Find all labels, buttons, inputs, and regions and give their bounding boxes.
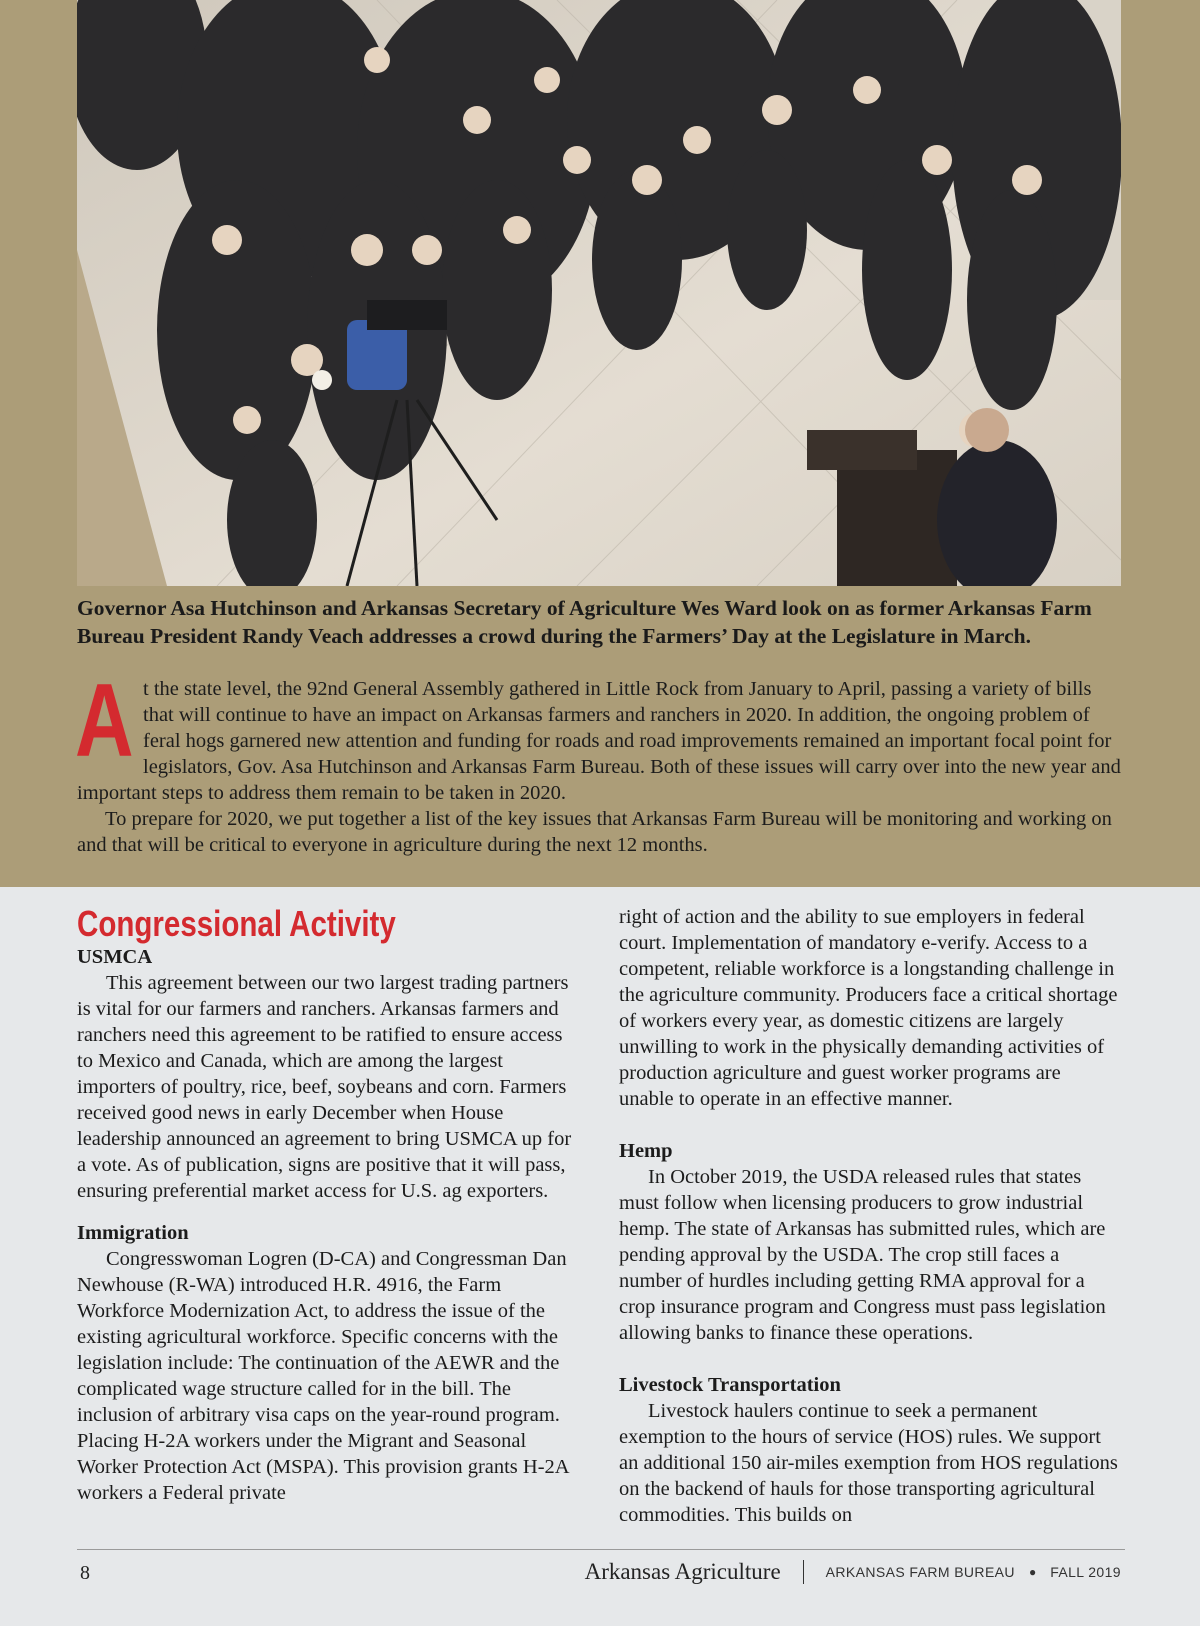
bullet-icon: ●: [1028, 1564, 1037, 1579]
intro-text: [75, 663, 1122, 858]
livestock-heading: Livestock Transportation: [619, 1374, 841, 1396]
immigration-continued: right of action and the ability to sue employers in federal court. Implementation of mandatory e-verify. Access to a competent, reliable workforce is a longstanding challenge in the agriculture community. Producers face a critical shortage of workers every year, as domestic citizens are largely unwilling to work in the physically demanding activities of production agriculture and guest worker programs are unable to operate in an effective manner.: [619, 906, 1118, 1110]
photo-caption: Governor Asa Hutchinson and Arkansas Secretary of Agriculture Wes Ward look on as former Arkansas Farm Bureau President Randy Veach addresses a crowd during the Farmers’ Day at the Legislature in March.: [77, 596, 1092, 648]
section-title: Congressional Activity: [77, 903, 396, 944]
page-number: 8: [80, 1562, 90, 1584]
hemp-heading: Hemp: [619, 1140, 673, 1162]
issue-label: FALL 2019: [1050, 1564, 1121, 1580]
column-right: [619, 904, 1119, 1528]
footer-publication: [585, 1559, 1121, 1585]
livestock-body: Livestock haulers continue to seek a permanent exemption to the hours of service (HOS) rules. We support an additional 150 air-miles exemption from HOS regulations on the backend of hauls for those transporting agricultural commodities. This builds on: [619, 1400, 1118, 1526]
usmca-heading: USMCA: [77, 946, 153, 968]
magazine-title: Arkansas Agriculture: [584, 1559, 781, 1584]
publisher-name: ARKANSAS FARM BUREAU: [825, 1564, 1015, 1580]
intro-paragraph-2: To prepare for 2020, we put together a list of the key issues that Arkansas Farm Bureau will be monitoring and working on and that will be critical to everyone in agriculture during the next 12 months.: [77, 808, 1112, 856]
intro-paragraph-1-text: t the state level, the 92nd General Assembly gathered in Little Rock from January to April, passing a variety of bills that will continue to have an impact on Arkansas farmers and ranchers in 2020. In addition, the ongoing problem of feral hogs garnered new attention and funding for roads and road improvements remained an important focal point for legislators, Gov. Asa Hutchinson and Arkansas Farm Bureau. Both of these issues will carry over into the new year and important steps to address them remain to be taken in 2020.: [77, 678, 1121, 804]
drop-cap: A: [75, 663, 134, 779]
column-left: [77, 904, 577, 1506]
hemp-body: In October 2019, the USDA released rules that states must follow when licensing producers to grow industrial hemp. The state of Arkansas has submitted rules, which are pending approval by the USDA. The crop still faces a number of hurdles including getting RMA approval for a crop insurance program and Congress must pass legislation allowing banks to finance these operations.: [619, 1166, 1106, 1344]
footer-rule: [77, 1549, 1125, 1550]
intro-paragraph-1: [75, 663, 1122, 806]
immigration-heading: Immigration: [77, 1222, 189, 1244]
footer-divider: [803, 1560, 804, 1584]
photo-illustration: [77, 0, 1121, 586]
immigration-body: Congresswoman Logren (D-CA) and Congressman Dan Newhouse (R-WA) introduced H.R. 4916, the Farm Workforce Modernization Act, to address the issue of the existing agricultural workforce. Specific concerns with the legislation include: The continuation of the AEWR and the complicated wage structure called for in the bill. The inclusion of arbitrary visa caps on the year-round program. Placing H-2A workers under the Migrant and Seasonal Worker Protection Act (MSPA). This provision grants H-2A workers a Federal private: [77, 1248, 569, 1504]
usmca-body: This agreement between our two largest trading partners is vital for our farmers and ranchers. Arkansas farmers and ranchers need this agreement to be ratified to ensure access to Mexico and Canada, which are among the largest importers of poultry, rice, beef, soybeans and corn. Farmers received good news in early December when House leadership announced an agreement to bring USMCA up for a vote. As of publication, signs are positive that it will pass, ensuring preferential market access for U.S. ag exporters.: [77, 972, 572, 1202]
cover-photo: [77, 0, 1121, 586]
